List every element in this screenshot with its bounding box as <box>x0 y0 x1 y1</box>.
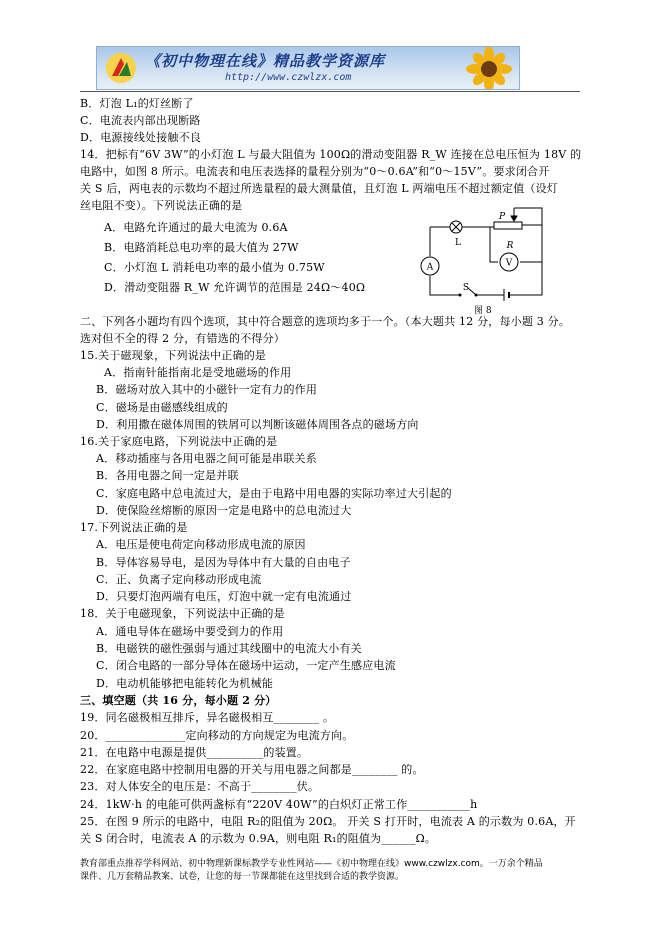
q13-option-c: C．电流表内部出现断路 <box>80 114 201 127</box>
footer-line-2: 课件、几万套精品教案、试卷，让您的每一节课都能在这里找到合适的教学资源。 <box>80 872 405 882</box>
q13-option-b: B．灯泡 L₁的灯丝断了 <box>80 97 194 110</box>
q24: 24．1kW·h 的电能可供两盏标有“220V 40W”的白炽灯正常工作___________h <box>80 798 478 811</box>
q25-line-1: 25．在图 9 所示的电路中，电阻 R₂的阻值为 20Ω。 开关 S 打开时，电流表 A 的示数为 0.6A，开 <box>80 815 576 828</box>
header-url[interactable]: http://www.czwlzx.com <box>225 72 352 83</box>
footer-line-1: 教育部重点推荐学科网站、初中物理新课标教学专业性网站——《初中物理在线》www.czwlzx.com。一万余个精品 <box>80 859 543 869</box>
q14-option-d: D．滑动变阻器 R_W 允许调节的范围是 24Ω～40Ω <box>104 281 366 294</box>
site-logo-icon <box>105 52 137 84</box>
bulb-icon <box>450 221 462 233</box>
q21: 21．在电路中电源是提供__________的装置。 <box>80 746 309 759</box>
q14-option-c: C．小灯泡 L 消耗电功率的最小值为 0.75W <box>104 261 325 274</box>
q14-stem-4: 丝电阻不变）。下列说法正确的是 <box>80 199 243 212</box>
q15-option-b: B．磁场对放入其中的小磁针一定有力的作用 <box>96 383 318 396</box>
q17-option-c: C．正、负离子定向移动形成电流 <box>96 573 262 586</box>
q15-option-c: C．磁场是由磁感线组成的 <box>96 401 228 414</box>
q14-option-a: A．电路允许通过的最大电流为 0.6A <box>104 221 288 234</box>
figure-8-label: 图 8 <box>474 306 492 316</box>
voltmeter-label: V <box>505 258 513 269</box>
footer <box>80 858 580 884</box>
q15-stem: 15.关于磁现象，下列说法中正确的是 <box>80 349 267 362</box>
switch-label: S <box>462 283 470 293</box>
q14-option-b: B．电路消耗总电功率的最大值为 27W <box>104 241 299 254</box>
q20: 20．______________定向移动的方向规定为电流方向。 <box>80 729 354 742</box>
bulb-label: L <box>455 238 461 248</box>
q17-option-d: D．只要灯泡两端有电压，灯泡中就一定有电流通过 <box>96 590 352 603</box>
q16-option-a: A．移动插座与各用电器之间可能是串联关系 <box>96 452 317 465</box>
q17-option-b: B．导体容易导电，是因为导体中有大量的自由电子 <box>96 556 351 569</box>
q23: 23．对人体安全的电压是：不高于________伏。 <box>80 780 320 793</box>
q17-option-a: A．电压是使电荷定向移动形成电流的原因 <box>96 538 306 551</box>
section-2-heading-1: 二、下列各小题均有四个选项，其中符合题意的选项均多于一个。（本大题共 12 分，每小题 3 分。 <box>80 315 571 328</box>
q16-stem: 16.关于家庭电路，下列说法中正确的是 <box>80 435 278 448</box>
q14-stem-2: 电路中，如图 8 所示。电流表和电压表选择的量程分别为“0～0.6A”和“0～15V”。要求闭合开 <box>80 165 550 178</box>
q16-option-c: C．家庭电路中总电流过大，是由于电路中用电器的实际功率过大引起的 <box>96 487 452 500</box>
rheostat-label: P <box>498 212 506 222</box>
q22: 22．在家庭电路中控制用电器的开关与用电器之间都是________ 的。 <box>80 763 424 776</box>
figure-8-circuit <box>416 204 546 316</box>
q18-stem: 18．关于电磁现象，下列说法中正确的是 <box>80 607 285 620</box>
resistor-label: R <box>506 241 514 251</box>
q16-option-d: D．使保险丝熔断的原因一定是电路中的总电流过大 <box>96 504 352 517</box>
q14-stem-3: 关 S 后，两电表的示数均不超过所选量程的最大测量值，且灯泡 L 两端电压不超过额定值（设灯 <box>80 182 559 195</box>
ammeter-label: A <box>426 262 434 273</box>
section-2-heading-2: 选对但不全的得 2 分，有错选的不得分） <box>80 332 285 345</box>
q17-stem: 17.下列说法正确的是 <box>80 521 188 534</box>
header-title: 《初中物理在线》精品教学资源库 <box>145 52 386 70</box>
q15-option-a: A．指南针能指南北是受地磁场的作用 <box>104 366 292 379</box>
q25-line-2: 关 S 闭合时，电流表 A 的示数为 0.9A，则电阻 R₁的阻值为______Ω。 <box>80 832 437 845</box>
q15-option-d: D．利用撒在磁体周围的铁屑可以判断该磁体周围各点的磁场方向 <box>96 418 419 431</box>
header-rule <box>80 91 580 92</box>
section-3-heading: 三、填空题（共 16 分，每小题 2 分） <box>80 694 277 707</box>
header-banner <box>96 46 520 90</box>
q14-stem-1: 14．把标有“6V 3W”的小灯泡 L 与最大阻值为 100Ω的滑动变阻器 R_W 连接在总电压恒为 18V 的 <box>80 148 582 161</box>
sunflower-icon <box>449 47 513 90</box>
q18-option-a: A．通电导体在磁场中要受到力的作用 <box>96 625 284 638</box>
q18-option-b: B．电磁铁的磁性强弱与通过其线圈中的电流大小有关 <box>96 642 362 655</box>
q16-option-b: B．各用电器之间一定是并联 <box>96 469 239 482</box>
q18-option-d: D．电动机能够把电能转化为机械能 <box>96 677 274 690</box>
q18-option-c: C．闭合电路的一部分导体在磁场中运动，一定产生感应电流 <box>96 659 396 672</box>
q13-option-d: D．电源接线处接触不良 <box>80 131 202 144</box>
q19: 19．同名磁极相互排斥，异名磁极相互________ 。 <box>80 711 335 724</box>
